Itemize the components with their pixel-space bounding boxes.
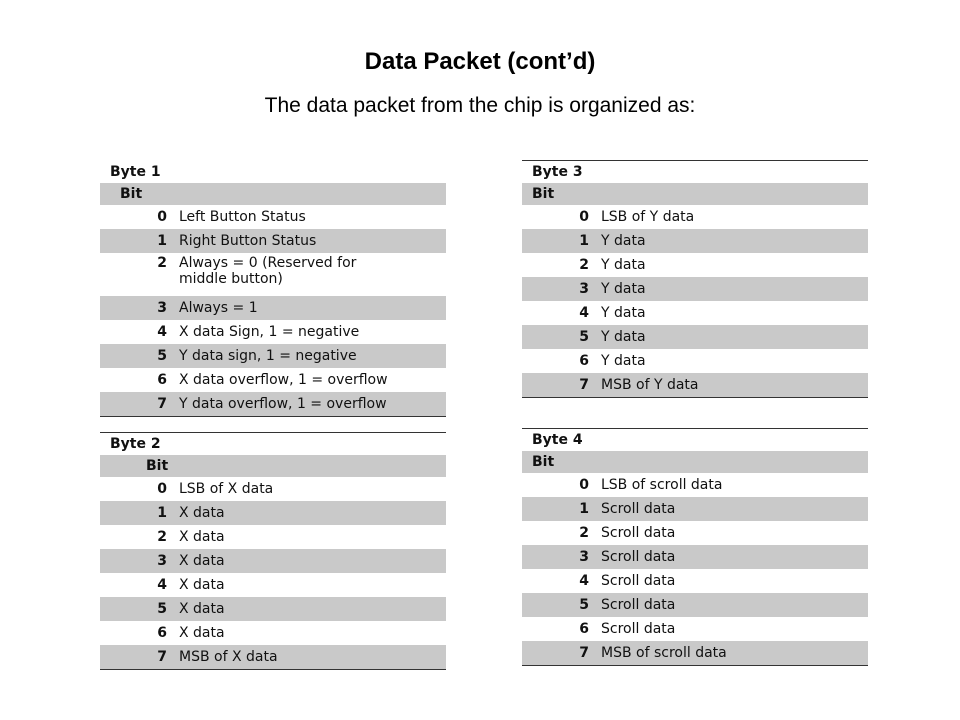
table-row <box>100 229 446 253</box>
table-row <box>100 205 446 229</box>
bit-number: 6 <box>579 621 589 637</box>
byte2-table <box>100 432 446 670</box>
table-row <box>100 368 446 392</box>
table-row <box>522 617 868 641</box>
bit-description: Y data <box>601 229 868 253</box>
bit-description: Y data <box>601 353 646 369</box>
table-row <box>100 320 446 344</box>
bit-number: 4 <box>157 577 167 593</box>
bit-number: 3 <box>522 277 601 301</box>
bit-description: X data Sign, 1 = negative <box>179 324 360 340</box>
bit-number: 3 <box>100 549 179 573</box>
bit-description: Left Button Status <box>179 209 306 225</box>
bit-description: Scroll data <box>601 497 868 521</box>
table-row <box>522 373 868 398</box>
bit-number: 1 <box>100 501 179 525</box>
table-row <box>100 573 446 597</box>
table-row <box>100 621 446 645</box>
table-row <box>522 641 868 666</box>
byte4-bit-header: Bit <box>522 451 868 473</box>
bit-description: X data <box>179 549 446 573</box>
table-row <box>100 477 446 501</box>
bit-description: MSB of X data <box>179 645 446 670</box>
bit-description: LSB of scroll data <box>601 477 723 493</box>
bit-number: 2 <box>157 529 167 545</box>
byte3-table <box>522 160 868 398</box>
slide-title: Data Packet (cont’d) <box>364 48 596 75</box>
table-row <box>522 253 868 277</box>
bit-description: Y data overflow, 1 = overflow <box>179 392 446 417</box>
bit-description: Scroll data <box>601 593 868 617</box>
bit-description: MSB of Y data <box>601 373 868 398</box>
bit-description: Always = 1 <box>179 296 446 320</box>
byte3-title: Byte 3 <box>532 164 583 180</box>
table-row <box>100 253 446 296</box>
bit-description: Scroll data <box>601 525 676 541</box>
table-row <box>522 301 868 325</box>
bit-number: 3 <box>100 296 179 320</box>
bit-number: 6 <box>157 625 167 641</box>
bit-number: 6 <box>157 372 167 388</box>
table-row <box>100 525 446 549</box>
bit-number: 1 <box>100 229 179 253</box>
bit-number: 0 <box>157 209 167 225</box>
table-row <box>100 296 446 320</box>
bit-description: Right Button Status <box>179 229 446 253</box>
bit-description: Y data <box>601 305 646 321</box>
table-row <box>522 473 868 497</box>
table-row <box>100 549 446 573</box>
bit-description: X data <box>179 625 225 641</box>
bit-description: Scroll data <box>601 545 868 569</box>
table-row <box>522 229 868 253</box>
table-row <box>100 597 446 621</box>
bit-description: MSB of scroll data <box>601 641 868 666</box>
bit-description: X data <box>179 597 446 621</box>
table-row <box>100 344 446 368</box>
bit-number: 2 <box>157 255 167 271</box>
bit-description: Y data <box>601 257 646 273</box>
bit-number: 7 <box>522 373 601 398</box>
bit-number: 7 <box>100 392 179 417</box>
bit-description: X data <box>179 501 446 525</box>
bit-number: 5 <box>522 593 601 617</box>
byte2-title: Byte 2 <box>110 436 161 452</box>
bit-number: 4 <box>579 305 589 321</box>
bit-number: 5 <box>100 597 179 621</box>
bit-number: 4 <box>157 324 167 340</box>
bit-description: Y data <box>601 277 868 301</box>
table-row <box>522 497 868 521</box>
table-row <box>100 645 446 670</box>
bit-number: 5 <box>100 344 179 368</box>
table-row <box>100 501 446 525</box>
byte1-bit-header: Bit <box>100 183 446 205</box>
bit-description: Y data <box>601 325 868 349</box>
byte1-table <box>100 161 446 417</box>
byte3-bit-header: Bit <box>522 183 868 205</box>
bit-number: 1 <box>522 229 601 253</box>
table-row <box>522 277 868 301</box>
byte1-title: Byte 1 <box>110 164 161 180</box>
table-row <box>522 545 868 569</box>
table-row <box>522 521 868 545</box>
bit-number: 5 <box>522 325 601 349</box>
bit-number: 0 <box>157 481 167 497</box>
byte4-table <box>522 428 868 666</box>
table-row <box>522 205 868 229</box>
bit-number: 7 <box>522 641 601 666</box>
bit-number: 2 <box>579 525 589 541</box>
bit-description: LSB of X data <box>179 481 274 497</box>
byte4-title: Byte 4 <box>532 432 583 448</box>
bit-number: 6 <box>579 353 589 369</box>
byte2-bit-header: Bit <box>100 455 446 477</box>
bit-number: 3 <box>522 545 601 569</box>
bit-number: 0 <box>579 209 589 225</box>
bit-description: Y data sign, 1 = negative <box>179 344 446 368</box>
table-row <box>522 325 868 349</box>
table-row <box>100 392 446 417</box>
table-row <box>522 349 868 373</box>
bit-description: X data overflow, 1 = overflow <box>179 372 388 388</box>
bit-number: 0 <box>579 477 589 493</box>
bit-description: Scroll data <box>601 573 676 589</box>
bit-description: Scroll data <box>601 621 676 637</box>
bit-description: X data <box>179 577 225 593</box>
table-row <box>522 593 868 617</box>
bit-number: 1 <box>522 497 601 521</box>
slide-subtitle: The data packet from the chip is organized as: <box>264 94 696 117</box>
bit-number: 7 <box>100 645 179 670</box>
table-row <box>522 569 868 593</box>
bit-number: 4 <box>579 573 589 589</box>
bit-description: X data <box>179 529 225 545</box>
bit-description: LSB of Y data <box>601 209 695 225</box>
bit-number: 2 <box>579 257 589 273</box>
bit-description: Always = 0 (Reserved for middle button) <box>179 255 357 287</box>
